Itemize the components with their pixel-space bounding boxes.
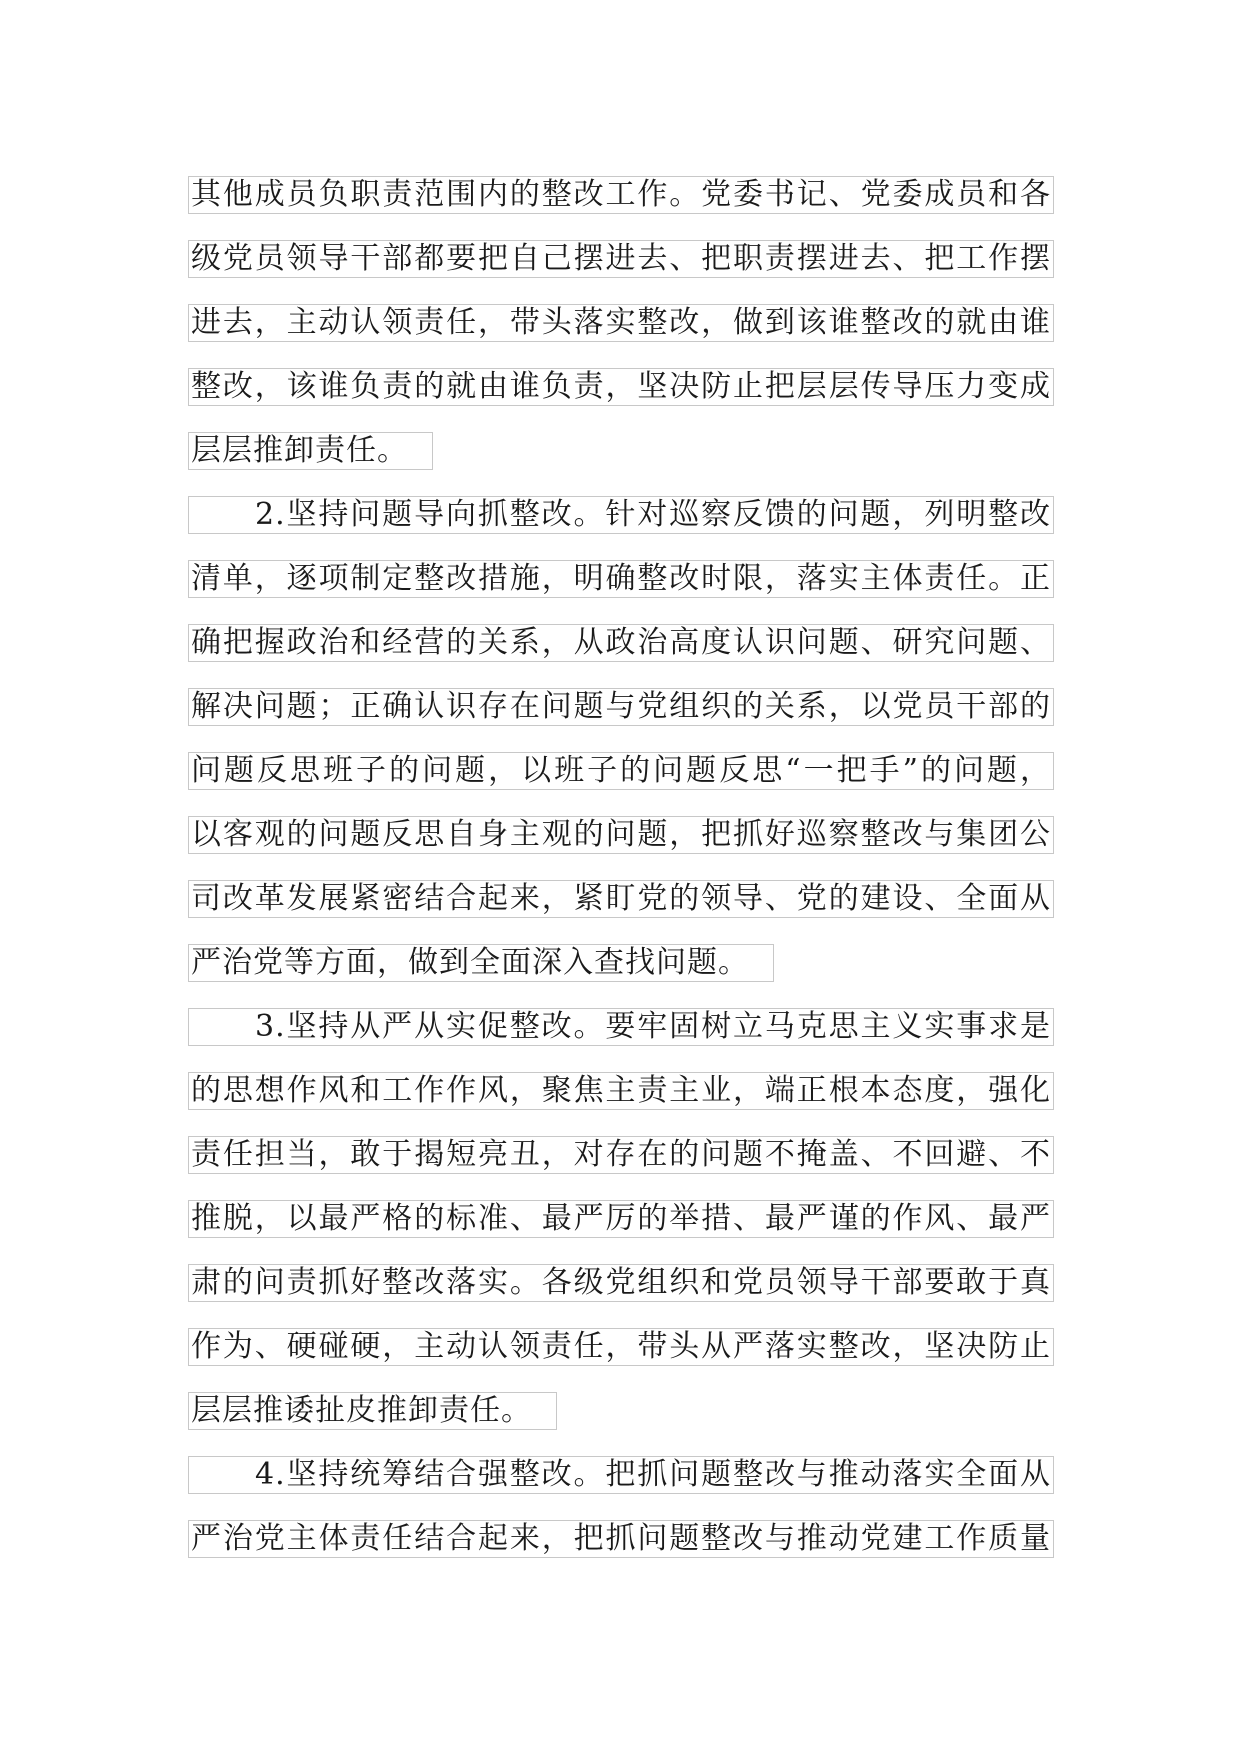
text-line: 推脱，以最严格的标准、最严厉的举措、最严谨的作风、最严: [188, 1200, 1054, 1238]
text-line: 确把握政治和经营的关系，从政治高度认识问题、研究问题、: [188, 624, 1054, 662]
paragraph-3-heading-line: 3.坚持从严从实促整改。要牢固树立马克思主义实事求是: [188, 1008, 1054, 1046]
text-line: 问题反思班子的问题，以班子的问题反思“一把手”的问题，: [188, 752, 1054, 790]
paragraph-2-heading-line: 2.坚持问题导向抓整改。针对巡察反馈的问题，列明整改: [188, 496, 1054, 534]
text-line: 进去，主动认领责任，带头落实整改，做到该谁整改的就由谁: [188, 304, 1054, 342]
text-line: 的思想作风和工作作风，聚焦主责主业，端正根本态度，强化: [188, 1072, 1054, 1110]
text-line: 清单，逐项制定整改措施，明确整改时限，落实主体责任。正: [188, 560, 1054, 598]
text-line: 整改，该谁负责的就由谁负责，坚决防止把层层传导压力变成: [188, 368, 1054, 406]
text-line: 以客观的问题反思自身主观的问题，把抓好巡察整改与集团公: [188, 816, 1054, 854]
text-line: 责任担当，敢于揭短亮丑，对存在的问题不掩盖、不回避、不: [188, 1136, 1054, 1174]
text-line: 严治党主体责任结合起来，把抓问题整改与推动党建工作质量: [188, 1520, 1054, 1558]
text-line: 其他成员负职责范围内的整改工作。党委书记、党委成员和各: [188, 176, 1054, 214]
text-line: 级党员领导干部都要把自己摆进去、把职责摆进去、把工作摆: [188, 240, 1054, 278]
text-line-last: 严治党等方面，做到全面深入查找问题。: [188, 944, 774, 982]
text-line-last: 层层推诿扯皮推卸责任。: [188, 1392, 557, 1430]
text-line: 肃的问责抓好整改落实。各级党组织和党员领导干部要敢于真: [188, 1264, 1054, 1302]
paragraph-4-heading-line: 4.坚持统筹结合强整改。把抓问题整改与推动落实全面从: [188, 1456, 1054, 1494]
text-line: 作为、硬碰硬，主动认领责任，带头从严落实整改，坚决防止: [188, 1328, 1054, 1366]
text-line: 解决问题；正确认识存在问题与党组织的关系，以党员干部的: [188, 688, 1054, 726]
document-body: [188, 176, 1054, 1584]
text-line-last: 层层推卸责任。: [188, 432, 433, 470]
text-line: 司改革发展紧密结合起来，紧盯党的领导、党的建设、全面从: [188, 880, 1054, 918]
